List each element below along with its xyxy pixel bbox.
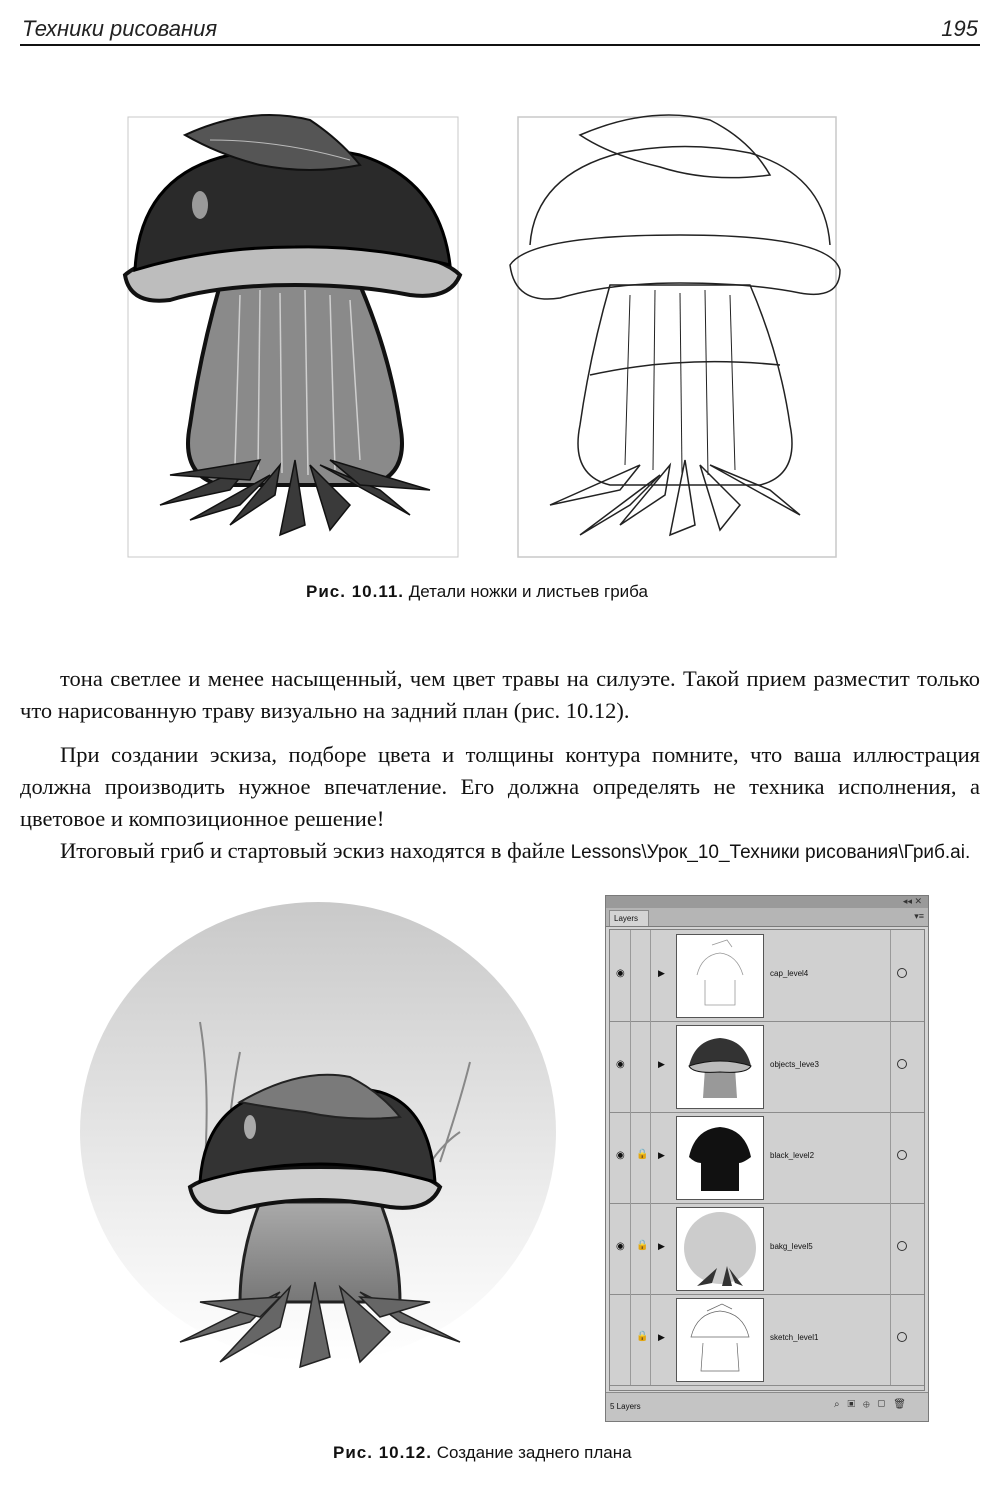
paragraph-end: . (964, 842, 971, 863)
lock-icon[interactable]: 🔒 (636, 1331, 649, 1342)
figure-caption-text: Создание заднего плана (436, 1443, 632, 1462)
divider (630, 1021, 631, 1112)
layer-row[interactable] (610, 1294, 924, 1386)
divider (650, 930, 651, 1021)
figure-10-11-caption (306, 582, 648, 602)
layer-name[interactable]: sketch_level1 (770, 1333, 819, 1342)
expand-triangle-icon[interactable]: ▶ (658, 1059, 665, 1069)
visibility-eye-icon[interactable]: ◉ (616, 1150, 625, 1161)
panel-tabs (606, 908, 928, 927)
panel-collapse-close[interactable]: ◂◂ ✕ (902, 896, 922, 906)
divider (630, 1294, 631, 1385)
lock-icon[interactable]: 🔒 (636, 1240, 649, 1251)
divider (650, 1203, 651, 1294)
layer-thumbnail (676, 1207, 764, 1291)
layer-row[interactable] (610, 1112, 924, 1204)
target-circle-icon[interactable] (897, 1332, 907, 1342)
panel-titlebar (606, 896, 928, 908)
lock-icon[interactable]: 🔒 (636, 1149, 649, 1160)
panel-footer (606, 1392, 928, 1421)
paragraph (20, 835, 980, 869)
figure-10-12-illustration (80, 902, 560, 1382)
divider (890, 1112, 891, 1203)
running-title: Техники рисования (22, 16, 218, 41)
tab-layers[interactable]: Layers (609, 910, 649, 926)
expand-triangle-icon[interactable]: ▶ (658, 1332, 665, 1342)
figure-label: Рис. 10.12. (333, 1443, 432, 1462)
layer-count: 5 Layers (610, 1402, 641, 1411)
panel-menu-icon[interactable]: ▾≡ (914, 911, 924, 921)
visibility-eye-icon[interactable]: ◉ (616, 1059, 625, 1070)
divider (650, 1112, 651, 1203)
mushroom-colored (125, 115, 460, 557)
layer-thumbnail (676, 1298, 764, 1382)
figure-label: Рис. 10.11. (306, 582, 405, 601)
layer-thumbnail (676, 1025, 764, 1109)
divider (630, 1203, 631, 1294)
paragraph-text: Итоговый гриб и стартовый эскиз находятся в файле (60, 838, 571, 863)
file-path: Lessons\Урок_10_Техники рисования\Гриб.ai (570, 842, 965, 863)
divider (630, 930, 631, 1021)
layer-name[interactable]: objects_leve3 (770, 1060, 819, 1069)
layer-row[interactable] (610, 1021, 924, 1113)
figure-caption-text: Детали ножки и листьев гриба (408, 582, 648, 601)
layer-name[interactable]: bakg_level5 (770, 1242, 813, 1251)
layers-list (609, 929, 925, 1391)
divider (890, 930, 891, 1021)
panel-action-icons[interactable]: ⌕▣⊕▢🗑 (833, 1399, 914, 1410)
expand-triangle-icon[interactable]: ▶ (658, 968, 665, 978)
target-circle-icon[interactable] (897, 1241, 907, 1251)
page-number: 195 (941, 16, 978, 41)
layer-name[interactable]: cap_level4 (770, 969, 809, 978)
visibility-eye-icon[interactable]: ◉ (616, 968, 625, 979)
target-circle-icon[interactable] (897, 968, 907, 978)
mushroom-outline (510, 115, 840, 557)
layer-thumbnail (676, 934, 764, 1018)
divider (650, 1294, 651, 1385)
paragraph: При создании эскиза, подборе цвета и толщины контура помните, что ваша иллюстрация должна производить нужное впечатление. Его должна определять не техника исполнения, а цветовое и композиционное решение! (20, 742, 980, 831)
divider (890, 1203, 891, 1294)
divider (890, 1294, 891, 1385)
layer-name[interactable]: black_level2 (770, 1151, 815, 1160)
visibility-eye-icon[interactable]: ◉ (616, 1241, 625, 1252)
layers-panel (605, 895, 929, 1422)
expand-triangle-icon[interactable]: ▶ (658, 1150, 665, 1160)
figure-10-12-caption (333, 1443, 632, 1463)
layer-thumbnail (676, 1116, 764, 1200)
figure-10-11-illustration (110, 95, 850, 565)
layer-row[interactable] (610, 1203, 924, 1295)
paragraph: тона светлее и менее насыщенный, чем цвет травы на силуэте. Такой прием разместит только что нарисованную траву визуально на задний план (рис. 10.12). (20, 666, 980, 723)
target-circle-icon[interactable] (897, 1059, 907, 1069)
divider (630, 1112, 631, 1203)
layer-row[interactable] (610, 930, 924, 1022)
target-circle-icon[interactable] (897, 1150, 907, 1160)
divider (650, 1021, 651, 1112)
divider (890, 1021, 891, 1112)
body-text (20, 663, 980, 869)
page-header (20, 10, 980, 46)
expand-triangle-icon[interactable]: ▶ (658, 1241, 665, 1251)
